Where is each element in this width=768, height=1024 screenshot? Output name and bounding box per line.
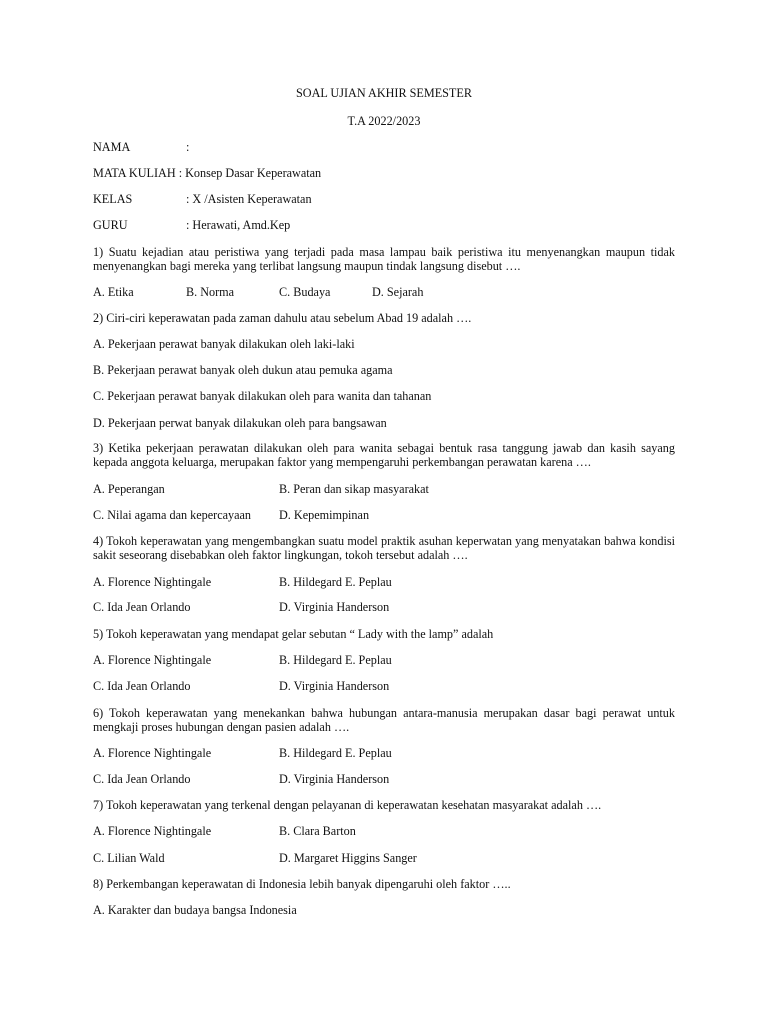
question-8: 8) Perkembangan keperawatan di Indonesia lebih banyak dipengaruhi oleh faktor ….. <box>93 877 511 891</box>
question-1: 1) Suatu kejadian atau peristiwa yang terjadi pada masa lampau baik peristiwa itu menyenangkan maupun tidak menyenangkan bagi mereka yang terlibat langsung maupun tindak langsung disebut …. <box>93 245 675 273</box>
options-6a <box>93 746 392 761</box>
option: D. Pekerjaan perwat banyak dilakukan oleh para bangsawan <box>93 416 387 430</box>
option: C. Lilian Wald <box>93 851 165 865</box>
question-5: 5) Tokoh keperawatan yang mendapat gelar sebutan “ Lady with the lamp” adalah <box>93 627 494 641</box>
option: B. Norma <box>186 285 235 299</box>
question-7: 7) Tokoh keperawatan yang terkenal dengan pelayanan di keperawatan kesehatan masyarakat adalah …. <box>93 798 602 812</box>
options-7b <box>93 851 417 866</box>
options-1 <box>93 285 465 300</box>
option: C. Pekerjaan perawat banyak dilakukan oleh para wanita dan tahanan <box>93 389 432 403</box>
options-5a <box>93 653 392 668</box>
option: D. Virginia Handerson <box>279 600 390 614</box>
identity-label: MATA KULIAH <box>93 166 176 180</box>
option: A. Florence Nightingale <box>93 824 212 838</box>
identity-label: KELAS <box>93 192 133 206</box>
identity-guru <box>93 218 290 233</box>
option: D. Margaret Higgins Sanger <box>279 851 417 865</box>
option: C. Budaya <box>279 285 331 299</box>
option: D. Kepemimpinan <box>279 508 370 522</box>
option: A. Pekerjaan perawat banyak dilakukan oleh laki-laki <box>93 337 355 351</box>
option: A. Florence Nightingale <box>93 575 212 589</box>
identity-nama <box>93 140 189 155</box>
option: A. Florence Nightingale <box>93 746 212 760</box>
options-3b <box>93 508 369 523</box>
option: A. Peperangan <box>93 482 165 496</box>
option: A. Florence Nightingale <box>93 653 212 667</box>
option: C. Ida Jean Orlando <box>93 679 191 693</box>
option: D. Virginia Handerson <box>279 679 390 693</box>
option: C. Nilai agama dan kepercayaan <box>93 508 252 522</box>
option: B. Pekerjaan perawat banyak oleh dukun atau pemuka agama <box>93 363 393 377</box>
academic-year: T.A 2022/2023 <box>347 114 421 128</box>
option: B. Peran dan sikap masyarakat <box>279 482 429 496</box>
identity-label: NAMA <box>93 140 131 154</box>
question-3: 3) Ketika pekerjaan perawatan dilakukan oleh para wanita sebagai bentuk rasa tanggung jawab dan kasih sayang kepada anggota keluarga, merupakan faktor yang mempengaruhi perkembangan perawatan karena …. <box>93 441 675 469</box>
question-2: 2) Ciri-ciri keperawatan pada zaman dahulu atau sebelum Abad 19 adalah …. <box>93 311 472 325</box>
identity-label: GURU <box>93 218 128 232</box>
identity-value: : <box>186 140 190 154</box>
question-6: 6) Tokoh keperawatan yang menekankan bahwa hubungan antara-manusia merupakan dasar bagi perawat untuk mengkaji proses hubungan dengan pasien adalah …. <box>93 706 675 734</box>
option: C. Ida Jean Orlando <box>93 772 191 786</box>
option: D. Virginia Handerson <box>279 772 390 786</box>
option: B. Clara Barton <box>279 824 356 838</box>
option: C. Ida Jean Orlando <box>93 600 191 614</box>
identity-value: : X /Asisten Keperawatan <box>186 192 312 206</box>
options-5b <box>93 679 389 694</box>
options-4b <box>93 600 389 615</box>
options-3a <box>93 482 429 497</box>
options-6b <box>93 772 389 787</box>
identity-value: : Herawati, Amd.Kep <box>186 218 291 232</box>
options-7a <box>93 824 356 839</box>
option: B. Hildegard E. Peplau <box>279 575 392 589</box>
option: B. Hildegard E. Peplau <box>279 653 392 667</box>
option: B. Hildegard E. Peplau <box>279 746 392 760</box>
identity-kelas <box>93 192 312 207</box>
option: D. Sejarah <box>372 285 424 299</box>
identity-value: : Konsep Dasar Keperawatan <box>178 166 322 180</box>
question-4: 4) Tokoh keperawatan yang mengembangkan suatu model praktik asuhan keperwatan yang menyatakan bahwa kondisi sakit seseorang disebabkan oleh faktor lingkungan, tokoh tersebut adalah …. <box>93 534 675 562</box>
identity-mata-kuliah <box>93 166 321 181</box>
exam-title: SOAL UJIAN AKHIR SEMESTER <box>296 86 472 100</box>
options-4a <box>93 575 392 590</box>
option: A. Etika <box>93 285 134 299</box>
option: A. Karakter dan budaya bangsa Indonesia <box>93 903 297 917</box>
